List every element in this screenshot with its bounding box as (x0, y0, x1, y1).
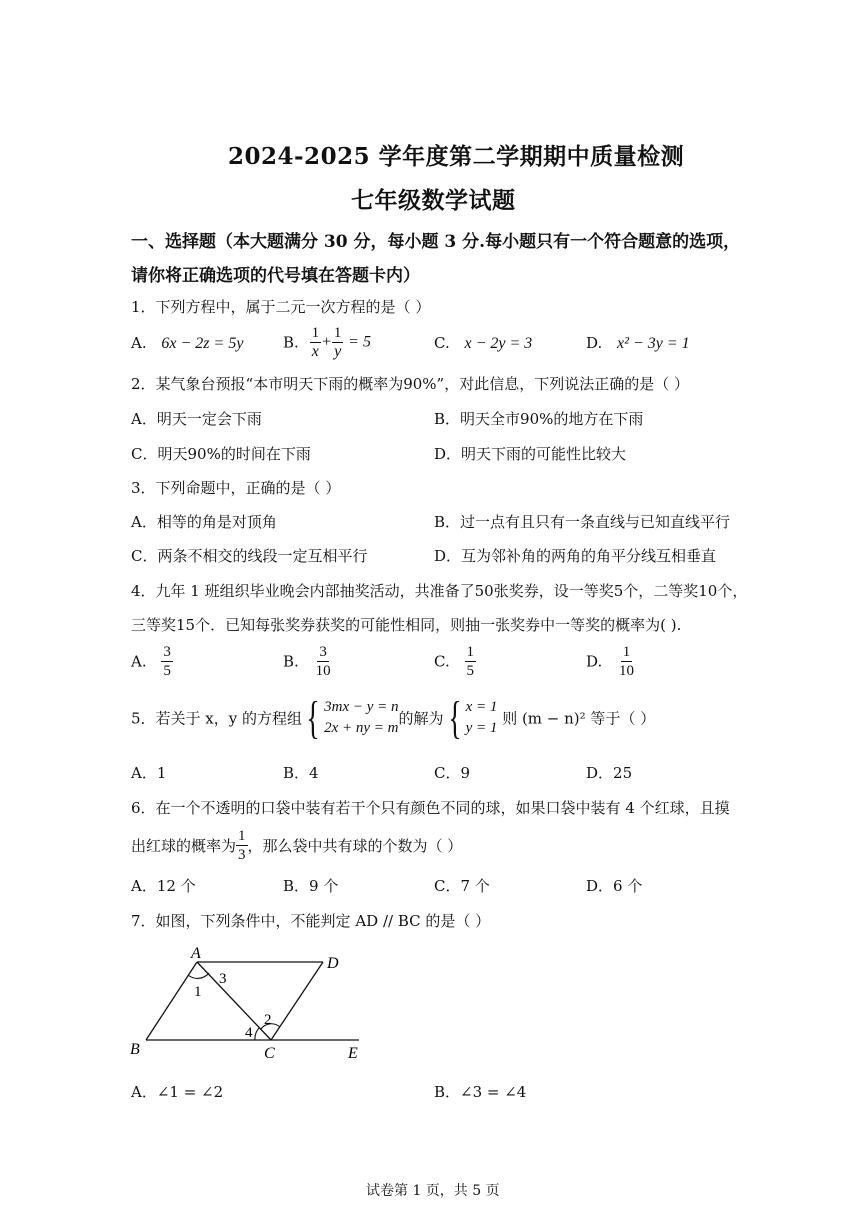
brace-symbol: { (447, 692, 462, 743)
option-label: B. (283, 652, 299, 671)
solution-system (466, 697, 498, 739)
q2-option-a: A．明天一定会下雨 (131, 410, 262, 428)
question-4-stem-cont: 三等奖15个．已知每张奖券获奖的可能性相同，则抽一张奖券中一等奖的概率为( ). (131, 616, 682, 634)
segment-ab (146, 962, 197, 1040)
numerator: 1 (333, 325, 342, 341)
q6-option-c: C．7 个 (434, 877, 490, 895)
q6-option-d: D．6 个 (586, 877, 643, 895)
equation: 2x + ny = m (324, 720, 399, 736)
denominator: 3 (238, 847, 246, 863)
point-label-b: B (130, 1041, 140, 1058)
q6-option-b: B．9 个 (283, 877, 339, 895)
option-label: B. (283, 333, 299, 352)
fraction (314, 643, 333, 680)
q6-option-a: A．12 个 (131, 877, 196, 895)
question-6-stem-cont (131, 827, 462, 864)
section-heading: 一、选择题（本大题满分 30 分，每小题 3 分.每小题只有一个符合题意的选项， (131, 232, 741, 252)
stem-text: 5．若关于 x，y 的方程组 (131, 709, 303, 728)
angle-label-4: 4 (245, 1025, 253, 1041)
option-label: C. (434, 334, 450, 352)
fraction (161, 643, 173, 680)
exam-subtitle: 七年级数学试题 (351, 187, 516, 214)
equation-system (324, 697, 398, 739)
question-5-stem (131, 692, 656, 743)
q1-option-a (131, 334, 243, 353)
option-formula: x² − 3y = 1 (617, 335, 690, 352)
exam-title: 2024-2025 学年度第二学期期中质量检测 (228, 143, 685, 170)
numerator: 3 (163, 644, 171, 660)
numerator: 1 (466, 644, 474, 660)
stem-text: ，那么袋中共有球的个数为（ ） (247, 837, 463, 855)
numerator: 1 (311, 325, 320, 341)
stem-text: 的解为 (398, 709, 444, 728)
option-formula: = 5 (348, 333, 371, 351)
q2-option-d: D．明天下雨的可能性比较大 (434, 445, 627, 463)
denominator: 5 (466, 663, 474, 679)
q1-option-b (283, 324, 371, 361)
q5-option-c: C．9 (434, 764, 471, 782)
segment-cd (271, 962, 323, 1040)
geometry-figure (125, 942, 375, 1067)
q7-option-b: B．∠3 = ∠4 (434, 1083, 527, 1101)
q4-option-b (283, 643, 333, 680)
question-3-stem: 3．下列命题中，正确的是（ ） (131, 479, 341, 497)
question-2-stem: 2．某气象台预报“本市明天下雨的概率为90%”，对此信息，下列说法正确的是（ ） (131, 375, 689, 393)
denominator: 10 (619, 663, 635, 679)
fraction (617, 643, 636, 680)
option-formula: x − 2y = 3 (464, 335, 533, 352)
denominator: 10 (315, 663, 331, 679)
q7-option-a: A．∠1 = ∠2 (131, 1083, 224, 1101)
question-1-stem: 1．下列方程中，属于二元一次方程的是（ ） (131, 298, 431, 316)
denominator: x (311, 343, 319, 360)
option-label: D. (586, 652, 603, 671)
q5-option-b: B．4 (283, 764, 319, 782)
q4-option-d (586, 643, 636, 680)
denominator: 5 (163, 663, 171, 679)
q3-option-d: D．互为邻补角的两角的角平分线互相垂直 (434, 547, 717, 565)
equation: 3mx − y = n (324, 699, 399, 715)
fraction (236, 827, 248, 864)
q3-option-c: C．两条不相交的线段一定互相平行 (131, 547, 368, 565)
stem-text: 出红球的概率为 (131, 837, 237, 855)
q3-option-a: A．相等的角是对顶角 (131, 513, 277, 531)
plus-sign: + (321, 333, 332, 351)
question-4-stem: 4．九年 1 班组织毕业晚会内部抽奖活动，共准备了50张奖券，设一等奖5个，二等奖10个， (131, 582, 748, 600)
fraction (465, 643, 477, 680)
q3-option-b: B．过一点有且只有一条直线与已知直线平行 (434, 513, 731, 531)
fraction (332, 324, 344, 361)
numerator: 3 (319, 644, 327, 660)
brace-symbol: { (306, 692, 320, 743)
equation: x = 1 (465, 699, 498, 715)
q2-option-b: B．明天全市90%的地方在下雨 (434, 410, 644, 428)
option-formula: 6x − 2z = 5y (161, 335, 244, 352)
option-label: D. (586, 334, 603, 352)
angle-label-3: 3 (219, 971, 227, 987)
option-label: A. (131, 334, 147, 352)
angle-label-2: 2 (264, 1012, 272, 1028)
option-label: C. (434, 652, 450, 671)
fraction (310, 324, 322, 361)
question-7-stem: 7．如图，下列条件中，不能判定 AD // BC 的是（ ） (131, 912, 491, 930)
option-label: A. (131, 652, 147, 671)
q5-option-d: D．25 (586, 764, 633, 782)
angle-label-1: 1 (194, 984, 202, 1000)
point-label-a: A (191, 945, 201, 962)
section-heading-cont: 请你将正确选项的代号填在答题卡内） (131, 266, 420, 286)
point-label-d: D (327, 955, 339, 972)
stem-text: 则 (m − n)² 等于（ ） (502, 709, 656, 728)
q2-option-c: C．明天90%的时间在下雨 (131, 445, 311, 463)
q1-option-d (586, 334, 690, 353)
point-label-c: C (264, 1045, 275, 1062)
q4-option-c (434, 643, 476, 680)
point-label-e: E (348, 1045, 358, 1062)
denominator: y (334, 343, 342, 360)
angle-arc-a (188, 973, 209, 978)
q1-option-c (434, 334, 532, 353)
numerator: 1 (622, 644, 631, 660)
q4-option-a (131, 643, 173, 680)
question-6-stem: 6．在一个不透明的口袋中装有若干个只有颜色不同的球，如果口袋中装有 4 个红球，且摸 (131, 799, 730, 817)
page-footer: 试卷第 1 页，共 5 页 (366, 1183, 500, 1199)
equation: y = 1 (465, 720, 498, 736)
numerator: 1 (238, 828, 246, 844)
angle-arc-c4 (255, 1028, 259, 1040)
q5-option-a: A．1 (131, 764, 167, 782)
